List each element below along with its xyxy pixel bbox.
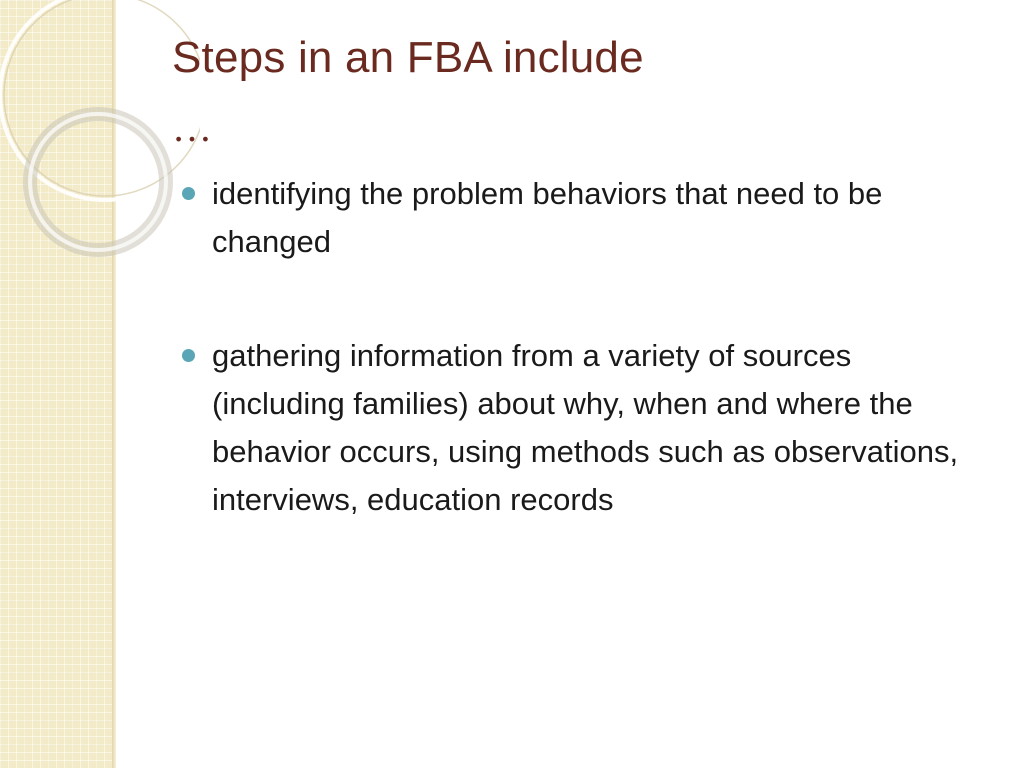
decorative-rings-graphic <box>0 0 200 260</box>
title-ellipsis: … <box>172 105 212 150</box>
bullet-item <box>182 170 982 266</box>
bullet-dot-icon <box>182 349 195 362</box>
ring-small-highlight <box>30 114 166 250</box>
bullet-text: identifying the problem behaviors that need to be changed <box>212 176 883 259</box>
bullet-dot-icon <box>182 187 195 200</box>
bullet-text: gathering information from a variety of sources (including families) about why, when and where the behavior occurs, using methods such as observations, interviews, education records <box>212 338 959 517</box>
bullet-list <box>182 170 982 590</box>
slide-title: Steps in an FBA include <box>172 33 644 82</box>
bullet-item <box>182 332 982 524</box>
